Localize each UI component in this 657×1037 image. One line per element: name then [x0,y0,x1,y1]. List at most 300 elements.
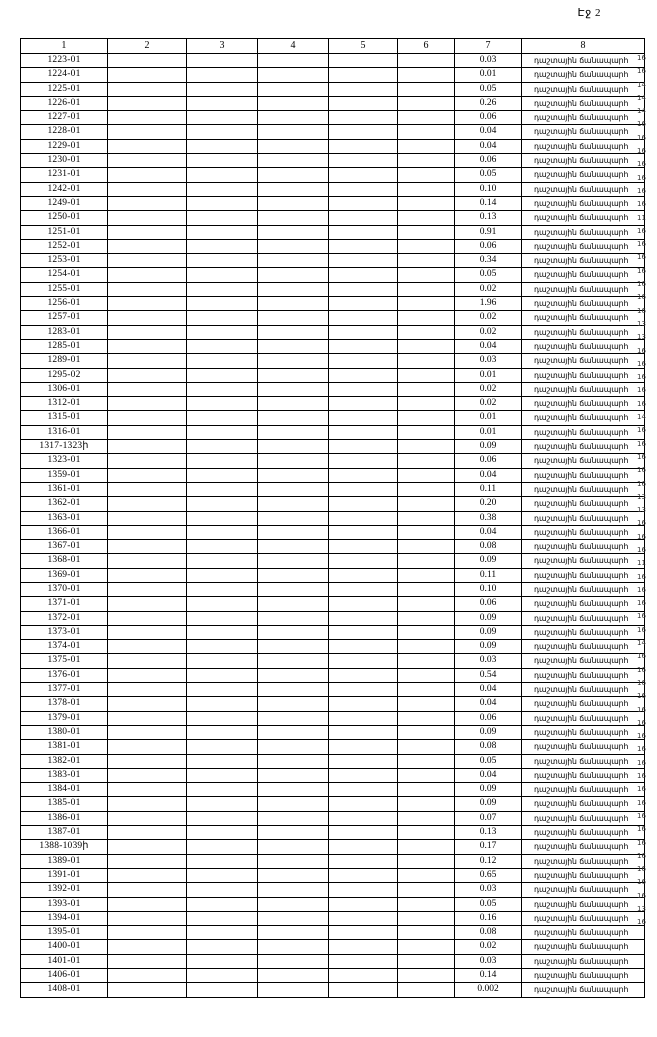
cell-note-text: դաշտային ճանապարհ [534,470,629,480]
cell-parcel-id: 1401-01 [21,954,108,968]
cell-empty-5 [329,854,398,868]
table-body [21,54,645,998]
cell-area-value: 0.09 [455,640,522,654]
cell-empty-5 [329,297,398,311]
cell-empty-2 [108,754,187,768]
cell-empty-6 [398,96,455,110]
cell-empty-4 [258,611,329,625]
table-row [21,211,645,225]
cell-area-value: 0.05 [455,897,522,911]
margin-mark: 13 [637,319,646,328]
cell-empty-2 [108,325,187,339]
table-row [21,540,645,554]
cell-note [522,211,645,225]
cell-empty-6 [398,611,455,625]
cell-empty-4 [258,311,329,325]
cell-note [522,454,645,468]
cell-empty-5 [329,740,398,754]
table-row [21,683,645,697]
table-row [21,711,645,725]
table-row [21,640,645,654]
cell-empty-2 [108,625,187,639]
cell-note [522,382,645,396]
cell-empty-3 [187,883,258,897]
cell-note-text: դաշտային ճանապարհ [534,756,629,766]
cell-parcel-id: 1406-01 [21,969,108,983]
cell-area-value: 0.08 [455,540,522,554]
cell-parcel-id: 1381-01 [21,740,108,754]
cell-note-text: դաշտային ճանապարհ [534,613,629,623]
cell-empty-6 [398,382,455,396]
cell-empty-3 [187,926,258,940]
cell-empty-5 [329,168,398,182]
table-row [21,311,645,325]
cell-empty-6 [398,840,455,854]
table-row [21,868,645,882]
cell-note [522,797,645,811]
cell-empty-3 [187,139,258,153]
cell-empty-4 [258,254,329,268]
cell-empty-4 [258,897,329,911]
cell-note-text: դաշտային ճանապարհ [534,856,629,866]
table-row [21,139,645,153]
margin-mark: 16 [637,705,646,714]
cell-empty-5 [329,883,398,897]
cell-empty-6 [398,468,455,482]
cell-note-text: դաշտային ճանապարհ [534,570,629,580]
cell-area-value: 0.06 [455,454,522,468]
cell-note-text: դաշտային ճանապարհ [534,727,629,737]
cell-empty-3 [187,826,258,840]
cell-empty-5 [329,654,398,668]
cell-empty-4 [258,382,329,396]
cell-parcel-id: 1230-01 [21,154,108,168]
cell-empty-2 [108,883,187,897]
cell-empty-5 [329,139,398,153]
cell-empty-3 [187,454,258,468]
cell-note [522,282,645,296]
cell-area-value: 0.07 [455,811,522,825]
cell-empty-2 [108,811,187,825]
margin-mark: 14 [637,93,646,102]
cell-parcel-id: 1254-01 [21,268,108,282]
cell-empty-4 [258,568,329,582]
cell-empty-6 [398,497,455,511]
cell-parcel-id: 1361-01 [21,482,108,496]
cell-note [522,640,645,654]
cell-note-text: դաշտային ճանապարհ [534,270,629,280]
table-row [21,254,645,268]
cell-empty-2 [108,540,187,554]
cell-parcel-id: 1377-01 [21,683,108,697]
cell-note [522,96,645,110]
cell-empty-5 [329,468,398,482]
cell-empty-6 [398,640,455,654]
cell-empty-6 [398,783,455,797]
table-row [21,154,645,168]
table-row [21,797,645,811]
cell-area-value: 0.002 [455,983,522,997]
cell-empty-2 [108,225,187,239]
cell-empty-2 [108,425,187,439]
cell-empty-4 [258,840,329,854]
table-row [21,239,645,253]
cell-note-text: դաշտային ճանապարհ [534,84,629,94]
cell-note-text: դաշտային ճանապարհ [534,284,629,294]
cell-empty-4 [258,740,329,754]
margin-mark: 16 [637,399,646,408]
cell-parcel-id: 1394-01 [21,911,108,925]
cell-empty-6 [398,926,455,940]
cell-empty-4 [258,983,329,997]
table-row [21,597,645,611]
cell-note [522,597,645,611]
cell-empty-5 [329,668,398,682]
cell-empty-2 [108,983,187,997]
table-row [21,96,645,110]
cell-empty-4 [258,268,329,282]
cell-note [522,940,645,954]
table-row [21,382,645,396]
margin-mark: 16 [637,572,646,581]
cell-empty-4 [258,911,329,925]
cell-empty-5 [329,254,398,268]
cell-parcel-id: 1250-01 [21,211,108,225]
table-row [21,482,645,496]
cell-empty-6 [398,754,455,768]
cell-area-value: 0.05 [455,754,522,768]
margin-mark: 16 [637,359,646,368]
margin-mark: 16 [637,585,646,594]
cell-empty-3 [187,611,258,625]
cell-note [522,868,645,882]
cell-parcel-id: 1363-01 [21,511,108,525]
cell-empty-6 [398,368,455,382]
cell-empty-4 [258,125,329,139]
cell-empty-3 [187,554,258,568]
cell-empty-3 [187,711,258,725]
cell-empty-2 [108,368,187,382]
cell-note [522,525,645,539]
column-header-2: 2 [108,39,187,54]
cell-parcel-id: 1295-02 [21,368,108,382]
land-registry-table-wrapper [20,38,636,998]
cell-empty-3 [187,268,258,282]
cell-empty-6 [398,983,455,997]
cell-note [522,954,645,968]
cell-empty-5 [329,497,398,511]
cell-empty-3 [187,897,258,911]
cell-empty-3 [187,325,258,339]
cell-parcel-id: 1367-01 [21,540,108,554]
cell-note-text: դաշտային ճանապարհ [534,785,629,795]
cell-area-value: 0.03 [455,354,522,368]
cell-empty-3 [187,397,258,411]
cell-note-text: դաշտային ճանապարհ [534,584,629,594]
margin-mark: 16 [637,386,646,395]
cell-empty-3 [187,683,258,697]
margin-mark: 16 [637,280,646,289]
cell-empty-2 [108,511,187,525]
cell-note [522,482,645,496]
cell-empty-4 [258,683,329,697]
margin-mark: 16 [637,678,646,687]
cell-empty-3 [187,382,258,396]
cell-parcel-id: 1312-01 [21,397,108,411]
cell-empty-6 [398,911,455,925]
cell-parcel-id: 1379-01 [21,711,108,725]
column-header-8: 8 [522,39,645,54]
cell-empty-5 [329,282,398,296]
cell-note-text: դաշտային ճանապարհ [534,842,629,852]
cell-empty-3 [187,640,258,654]
cell-empty-3 [187,111,258,125]
cell-empty-3 [187,339,258,353]
cell-area-value: 0.04 [455,139,522,153]
cell-note-text: դաշտային ճանապարհ [534,956,629,966]
cell-area-value: 0.54 [455,668,522,682]
cell-area-value: 0.12 [455,854,522,868]
cell-empty-4 [258,854,329,868]
margin-mark: 16 [637,891,646,900]
margin-mark: 16 [637,240,646,249]
cell-area-value: 0.02 [455,397,522,411]
cell-note-text: դաշտային ճանապարհ [534,170,629,180]
cell-empty-2 [108,768,187,782]
cell-note-text: դաշտային ճանապարհ [534,556,629,566]
cell-empty-3 [187,425,258,439]
cell-empty-6 [398,225,455,239]
cell-empty-4 [258,411,329,425]
table-row [21,268,645,282]
cell-parcel-id: 1386-01 [21,811,108,825]
cell-empty-6 [398,883,455,897]
cell-empty-6 [398,811,455,825]
cell-empty-3 [187,668,258,682]
cell-area-value: 0.05 [455,82,522,96]
cell-empty-6 [398,454,455,468]
table-row [21,411,645,425]
cell-note [522,697,645,711]
cell-note-text: դաշտային ճանապարհ [534,442,629,452]
cell-empty-5 [329,554,398,568]
cell-empty-6 [398,826,455,840]
cell-empty-4 [258,339,329,353]
margin-mark: 16 [637,798,646,807]
cell-empty-6 [398,568,455,582]
cell-empty-5 [329,54,398,68]
cell-empty-6 [398,940,455,954]
cell-empty-2 [108,525,187,539]
table-row [21,625,645,639]
cell-empty-3 [187,182,258,196]
cell-area-value: 0.09 [455,611,522,625]
cell-parcel-id: 1374-01 [21,640,108,654]
cell-empty-6 [398,868,455,882]
cell-area-value: 0.03 [455,54,522,68]
cell-empty-3 [187,654,258,668]
table-row [21,168,645,182]
cell-empty-4 [258,139,329,153]
cell-note-text: դաշտային ճանապարհ [534,56,629,65]
cell-empty-5 [329,768,398,782]
cell-area-value: 0.06 [455,154,522,168]
cell-empty-6 [398,68,455,82]
cell-empty-5 [329,611,398,625]
margin-mark: 13 [637,492,646,501]
cell-empty-4 [258,425,329,439]
cell-empty-4 [258,54,329,68]
cell-empty-6 [398,668,455,682]
cell-area-value: 0.08 [455,740,522,754]
cell-note [522,568,645,582]
margin-mark: 16 [637,426,646,435]
cell-area-value: 0.26 [455,96,522,110]
cell-area-value: 0.91 [455,225,522,239]
cell-empty-2 [108,640,187,654]
cell-empty-2 [108,497,187,511]
cell-empty-3 [187,468,258,482]
cell-area-value: 0.04 [455,697,522,711]
cell-empty-5 [329,926,398,940]
cell-empty-3 [187,511,258,525]
cell-empty-4 [258,397,329,411]
table-row [21,425,645,439]
cell-note [522,254,645,268]
cell-note [522,139,645,153]
margin-mark: 16 [637,253,646,262]
cell-empty-4 [258,68,329,82]
cell-empty-2 [108,397,187,411]
cell-note-text: դաշտային ճանապարհ [534,98,629,108]
cell-note-text: դաշտային ճանապարհ [534,156,629,166]
cell-empty-3 [187,854,258,868]
cell-parcel-id: 1251-01 [21,225,108,239]
cell-empty-6 [398,797,455,811]
cell-empty-4 [258,926,329,940]
margin-mark: 13 [637,506,646,515]
table-row [21,554,645,568]
cell-empty-3 [187,297,258,311]
cell-area-value: 0.02 [455,311,522,325]
cell-empty-6 [398,854,455,868]
cell-area-value: 0.04 [455,683,522,697]
cell-empty-4 [258,282,329,296]
table-row [21,854,645,868]
cell-empty-5 [329,511,398,525]
cell-empty-4 [258,111,329,125]
cell-empty-6 [398,339,455,353]
cell-empty-6 [398,425,455,439]
margin-mark: 16 [637,772,646,781]
margin-mark: 16 [637,758,646,767]
margin-mark: 16 [637,865,646,874]
column-header-4: 4 [258,39,329,54]
cell-empty-6 [398,954,455,968]
cell-empty-5 [329,440,398,454]
cell-empty-6 [398,540,455,554]
cell-empty-4 [258,182,329,196]
cell-empty-4 [258,768,329,782]
cell-area-value: 0.02 [455,382,522,396]
cell-note [522,983,645,997]
cell-empty-5 [329,697,398,711]
cell-empty-5 [329,840,398,854]
cell-note [522,311,645,325]
cell-empty-4 [258,883,329,897]
cell-empty-5 [329,725,398,739]
cell-area-value: 0.01 [455,68,522,82]
margin-mark: 16 [637,838,646,847]
cell-parcel-id: 1253-01 [21,254,108,268]
cell-empty-3 [187,697,258,711]
cell-empty-2 [108,969,187,983]
cell-empty-2 [108,282,187,296]
cell-empty-4 [258,640,329,654]
cell-empty-6 [398,168,455,182]
margin-mark: 13 [637,905,646,913]
cell-empty-6 [398,768,455,782]
margin-mark: 16 [637,918,646,927]
margin-mark: 16 [637,133,646,142]
cell-empty-2 [108,940,187,954]
cell-note [522,883,645,897]
cell-area-value: 0.09 [455,725,522,739]
cell-empty-4 [258,525,329,539]
cell-empty-6 [398,440,455,454]
cell-empty-4 [258,811,329,825]
cell-note [522,154,645,168]
cell-empty-3 [187,254,258,268]
cell-note [522,368,645,382]
cell-parcel-id: 1383-01 [21,768,108,782]
cell-empty-5 [329,239,398,253]
cell-empty-4 [258,196,329,210]
cell-empty-3 [187,811,258,825]
cell-empty-6 [398,397,455,411]
cell-area-value: 0.03 [455,883,522,897]
cell-parcel-id: 1376-01 [21,668,108,682]
cell-parcel-id: 1226-01 [21,96,108,110]
cell-empty-4 [258,754,329,768]
cell-parcel-id: 1223-01 [21,54,108,68]
cell-note [522,468,645,482]
cell-note [522,339,645,353]
cell-empty-3 [187,482,258,496]
cell-empty-5 [329,911,398,925]
cell-area-value: 0.14 [455,196,522,210]
cell-note-text: դաշտային ճանապարհ [534,141,629,151]
cell-empty-6 [398,525,455,539]
cell-empty-3 [187,725,258,739]
column-header-7: 7 [455,39,522,54]
table-row [21,525,645,539]
cell-area-value: 0.03 [455,654,522,668]
cell-note-text: դաշտային ճանապարհ [534,742,629,752]
cell-note-text: դաշտային ճանապարհ [534,313,629,323]
cell-empty-2 [108,797,187,811]
cell-area-value: 0.11 [455,482,522,496]
cell-note [522,554,645,568]
cell-parcel-id: 1382-01 [21,754,108,768]
cell-parcel-id: 1252-01 [21,239,108,253]
table-row [21,196,645,210]
margin-mark: 16 [637,612,646,621]
cell-empty-3 [187,954,258,968]
margin-mark: 16 [637,200,646,209]
cell-empty-4 [258,868,329,882]
cell-empty-2 [108,196,187,210]
